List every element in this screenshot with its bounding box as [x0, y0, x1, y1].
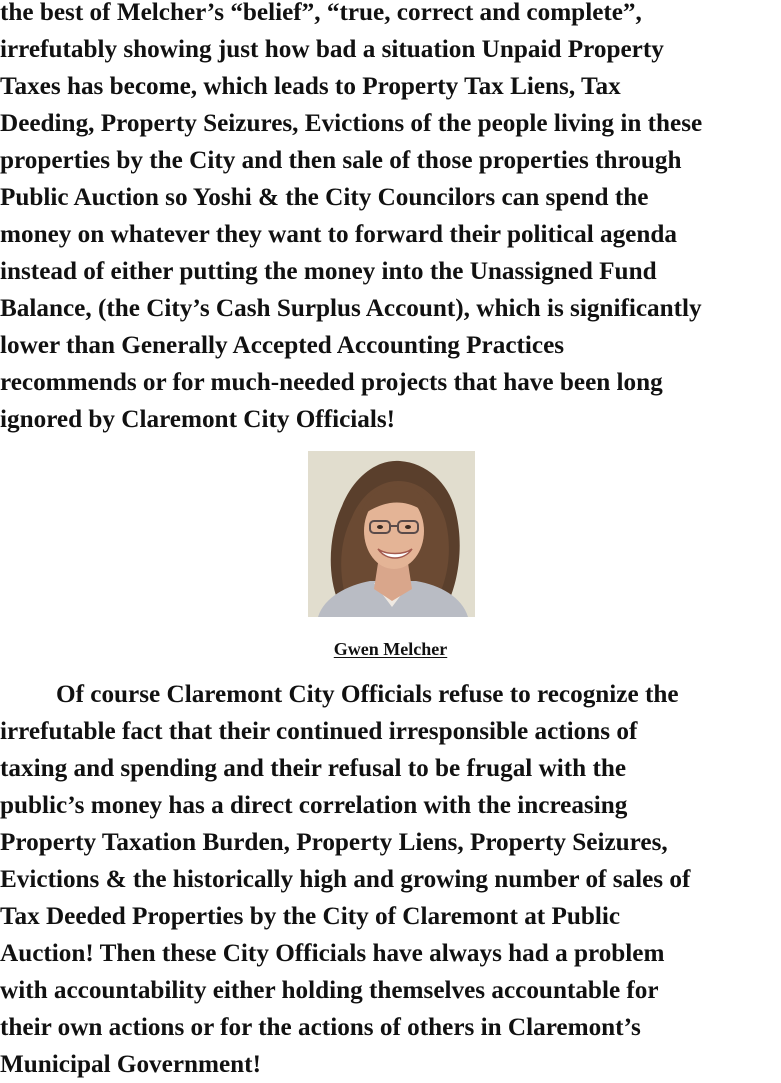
- paragraph-1-line: the best of Melcher’s “belief”, “true, correct and complete”,: [0, 0, 642, 26]
- paragraph-2: [0, 676, 781, 1083]
- portrait-photo: [308, 451, 475, 617]
- paragraph-1-line: Public Auction so Yoshi & the City Councilors can spend the: [0, 184, 649, 211]
- paragraph-1-line: properties by the City and then sale of those properties through: [0, 147, 682, 174]
- paragraph-1-line: Taxes has become, which leads to Property Tax Liens, Tax: [0, 73, 621, 100]
- photo-caption-text: Gwen Melcher: [333, 639, 448, 659]
- paragraph-2-line: Municipal Government!: [0, 1051, 261, 1078]
- paragraph-1-line: irrefutably showing just how bad a situation Unpaid Property: [0, 36, 664, 63]
- paragraph-1-line: ignored by Claremont City Officials!: [0, 406, 396, 433]
- paragraph-2-line: Tax Deeded Properties by the City of Claremont at Public: [0, 903, 621, 930]
- paragraph-2-line: Auction! Then these City Officials have always had a problem: [0, 940, 665, 967]
- paragraph-1-line: money on whatever they want to forward their political agenda: [0, 221, 677, 248]
- paragraph-1-line: Deeding, Property Seizures, Evictions of the people living in these: [0, 110, 703, 137]
- paragraph-1-line: instead of either putting the money into the Unassigned Fund: [0, 258, 657, 285]
- portrait-illustration: [308, 451, 475, 617]
- paragraph-2-line: public’s money has a direct correlation with the increasing: [0, 792, 628, 819]
- paragraph-2-line: Evictions & the historically high and growing number of sales of: [0, 866, 691, 893]
- paragraph-2-line: Property Taxation Burden, Property Liens, Property Seizures,: [0, 829, 668, 856]
- photo-caption: [0, 638, 781, 660]
- paragraph-1-line: lower than Generally Accepted Accounting Practices: [0, 332, 565, 359]
- paragraph-1-line: Balance, (the City’s Cash Surplus Account), which is significantly: [0, 295, 702, 322]
- paragraph-2-line: irrefutable fact that their continued irresponsible actions of: [0, 718, 638, 745]
- paragraph-1-line: recommends or for much-needed projects that have been long: [0, 369, 663, 396]
- paragraph-2-line: their own actions or for the actions of others in Claremont’s: [0, 1014, 641, 1041]
- paragraph-2-line: Of course Claremont City Officials refuse to recognize the: [56, 681, 679, 708]
- paragraph-2-line: taxing and spending and their refusal to be frugal with the: [0, 755, 627, 782]
- paragraph-2-line: with accountability either holding themselves accountable for: [0, 977, 659, 1004]
- paragraph-1: [0, 0, 781, 438]
